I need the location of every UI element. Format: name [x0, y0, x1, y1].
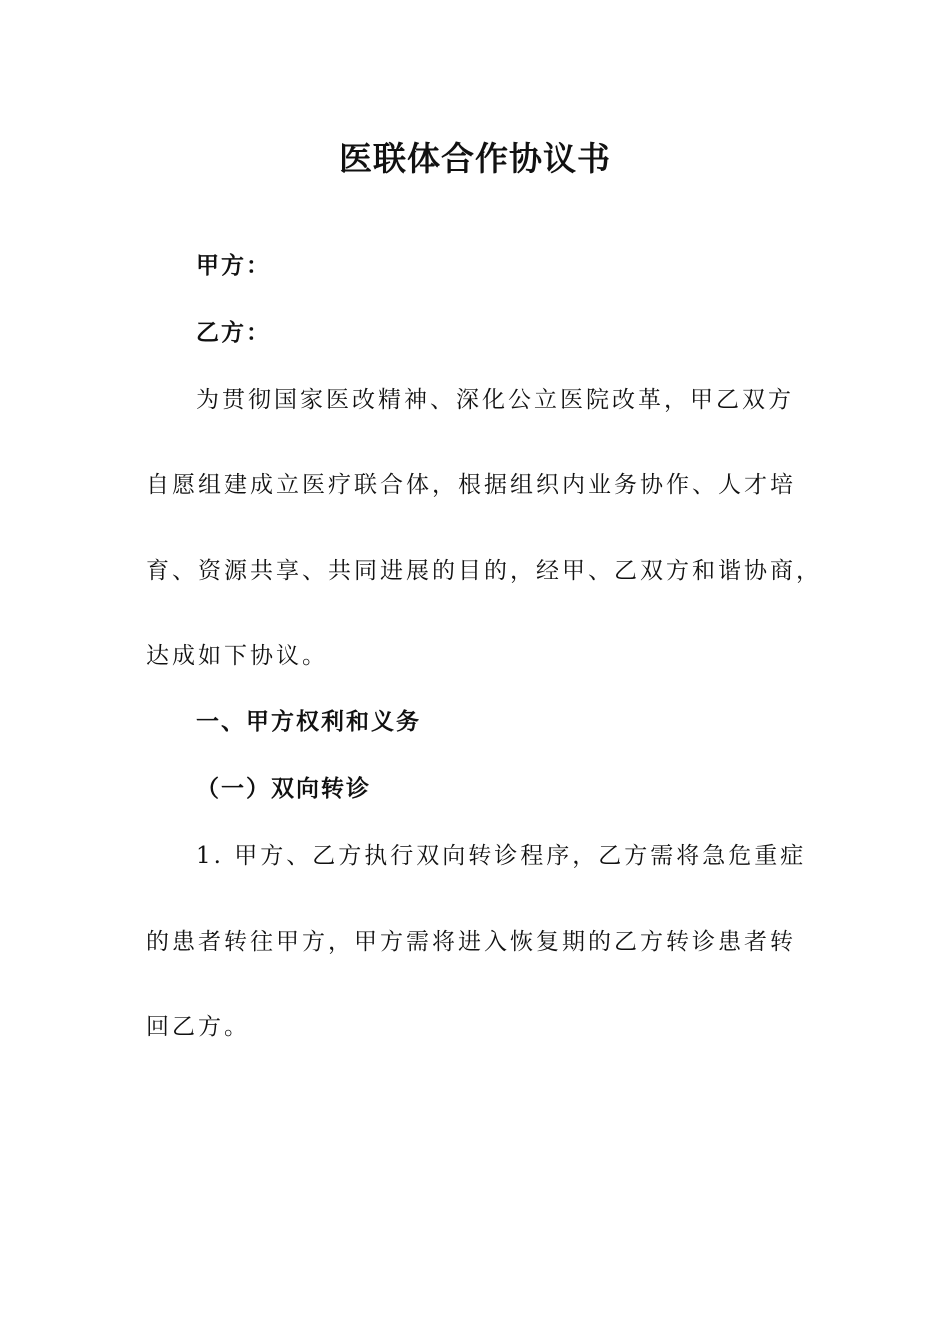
item-1-line-2: 的患者转往甲方，甲方需将进入恢复期的乙方转诊患者转	[146, 929, 796, 955]
item-1-line-3: 回乙方。	[146, 1014, 250, 1040]
intro-line-1: 为贯彻国家医改精神、深化公立医院改革，甲乙双方	[196, 387, 794, 413]
subsection-1-heading: （一）双向转诊	[196, 776, 371, 802]
item-1-line-1: 1. 甲方、乙方执行双向转诊程序，乙方需将急危重症	[196, 843, 807, 869]
intro-line-4: 达成如下协议。	[146, 643, 328, 669]
party-b-label: 乙方：	[196, 320, 271, 346]
document-title: 医联体合作协议书	[339, 139, 611, 178]
section-1-heading: 一、甲方权利和义务	[196, 709, 421, 735]
intro-line-3: 育、资源共享、共同进展的目的，经甲、乙双方和谐协商，	[146, 558, 822, 584]
party-a-label: 甲方：	[196, 253, 271, 279]
intro-line-2: 自愿组建成立医疗联合体，根据组织内业务协作、人才培	[146, 472, 796, 498]
